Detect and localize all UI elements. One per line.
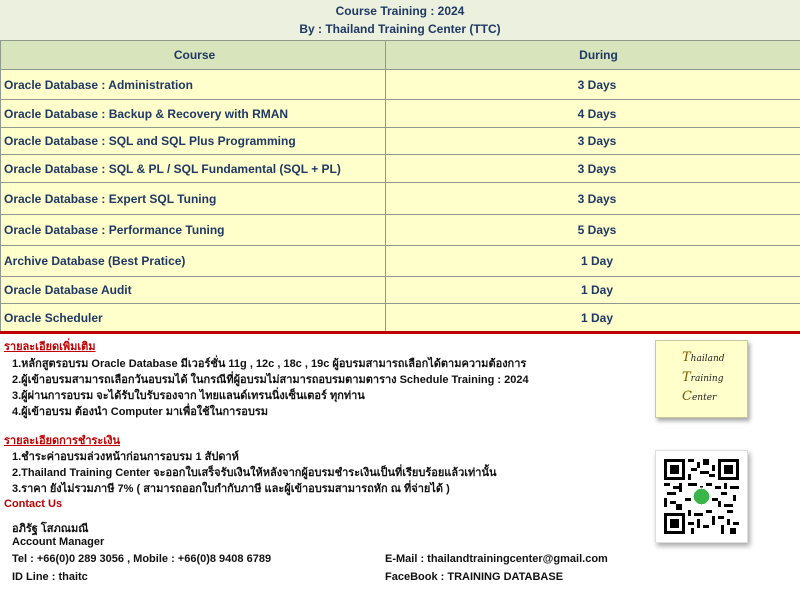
column-header-during: During [386, 41, 800, 70]
duration-cell: 1 Day [386, 277, 800, 304]
details-item: 4.ผู้เข้าอบรม ต้องนำ Computer มาเพื่อใช้ในการอบรม [12, 406, 269, 418]
page-subtitle: By : Thailand Training Center (TTC) [299, 22, 501, 36]
logo-line-3: Center [682, 389, 717, 404]
contact-title: Contact Us [4, 498, 63, 510]
logo-line-2: Training [682, 370, 724, 385]
line-qr-code [655, 450, 748, 543]
table-row [1, 277, 800, 304]
payment-title: รายละเอียดการชำระเงิน [4, 435, 120, 447]
payment-item: 3.ราคา ยังไม่รวมภาษี 7% ( สามารถออกใบกำกับภาษี และผู้เข้าอบรมสามารถหัก ณ ที่จ่ายได้ ) [12, 483, 450, 495]
course-cell: Oracle Database : SQL and SQL Plus Programming [1, 128, 386, 155]
course-cell: Oracle Database : Backup & Recovery with RMAN [1, 100, 386, 128]
duration-cell: 5 Days [386, 215, 800, 246]
duration-cell: 3 Days [386, 128, 800, 155]
column-header-course: Course [1, 41, 386, 70]
details-item: 3.ผู้ผ่านการอบรม จะได้รับใบรับรองจาก ไทยแลนด์เทรนนิ่งเซ็นเตอร์ ทุกท่าน [12, 390, 365, 402]
contact-role: Account Manager [12, 536, 105, 548]
table-row [1, 128, 800, 155]
header [0, 0, 800, 40]
details-item: 1.หลักสูตรอบรม Oracle Database มีเวอร์ชั่น 11g , 12c , 18c , 19c ผู้อบรมสามารถเลือกได้ตามความต้องการ [12, 358, 527, 370]
details-title: รายละเอียดเพิ่มเติม [4, 341, 96, 353]
duration-cell: 3 Days [386, 183, 800, 215]
payment-item: 1.ชำระค่าอบรมล่วงหน้าก่อนการอบรม 1 สัปดาห์ [12, 451, 239, 463]
duration-cell: 1 Day [386, 246, 800, 277]
ttc-logo [655, 340, 748, 418]
table-row [1, 70, 800, 100]
course-cell: Oracle Database : Expert SQL Tuning [1, 183, 386, 215]
course-table [0, 40, 800, 332]
table-header-row [1, 41, 800, 70]
table-row [1, 304, 800, 332]
details-item: 2.ผู้เข้าอบรมสามารถเลือกวันอบรมได้ ในกรณีที่ผู้อบรมไม่สามารถอบรมตามตาราง Schedule Training : 2024 [12, 374, 529, 386]
contact-email: E-Mail : thailandtrainingcenter@gmail.com [385, 553, 608, 565]
logo-line-1: Thailand [682, 350, 725, 365]
table-row [1, 183, 800, 215]
section-divider [0, 331, 800, 334]
table-row [1, 155, 800, 183]
course-cell: Oracle Database : Performance Tuning [1, 215, 386, 246]
duration-cell: 4 Days [386, 100, 800, 128]
contact-name: อภิรัฐ โสภณมณี [12, 523, 89, 535]
contact-tel: Tel : +66(0)0 289 3056 , Mobile : +66(0)8 9408 6789 [12, 553, 272, 565]
duration-cell: 3 Days [386, 155, 800, 183]
duration-cell: 1 Day [386, 304, 800, 332]
course-cell: Archive Database (Best Pratice) [1, 246, 386, 277]
contact-facebook: FaceBook : TRAINING DATABASE [385, 571, 564, 583]
payment-item: 2.Thailand Training Center จะออกใบเสร็จรับเงินให้หลังจากผู้อบรมชำระเงินเป็นที่เรียบร้อยแล้วเท่านั้น [12, 467, 497, 479]
qr-code-icon [664, 459, 739, 534]
contact-line-id: ID Line : thaitc [12, 571, 88, 583]
course-cell: Oracle Database : Administration [1, 70, 386, 100]
course-cell: Oracle Scheduler [1, 304, 386, 332]
table-row [1, 100, 800, 128]
duration-cell: 3 Days [386, 70, 800, 100]
table-row [1, 246, 800, 277]
course-cell: Oracle Database Audit [1, 277, 386, 304]
page-title: Course Training : 2024 [335, 4, 465, 18]
table-row [1, 215, 800, 246]
course-cell: Oracle Database : SQL & PL / SQL Fundamental (SQL + PL) [1, 155, 386, 183]
